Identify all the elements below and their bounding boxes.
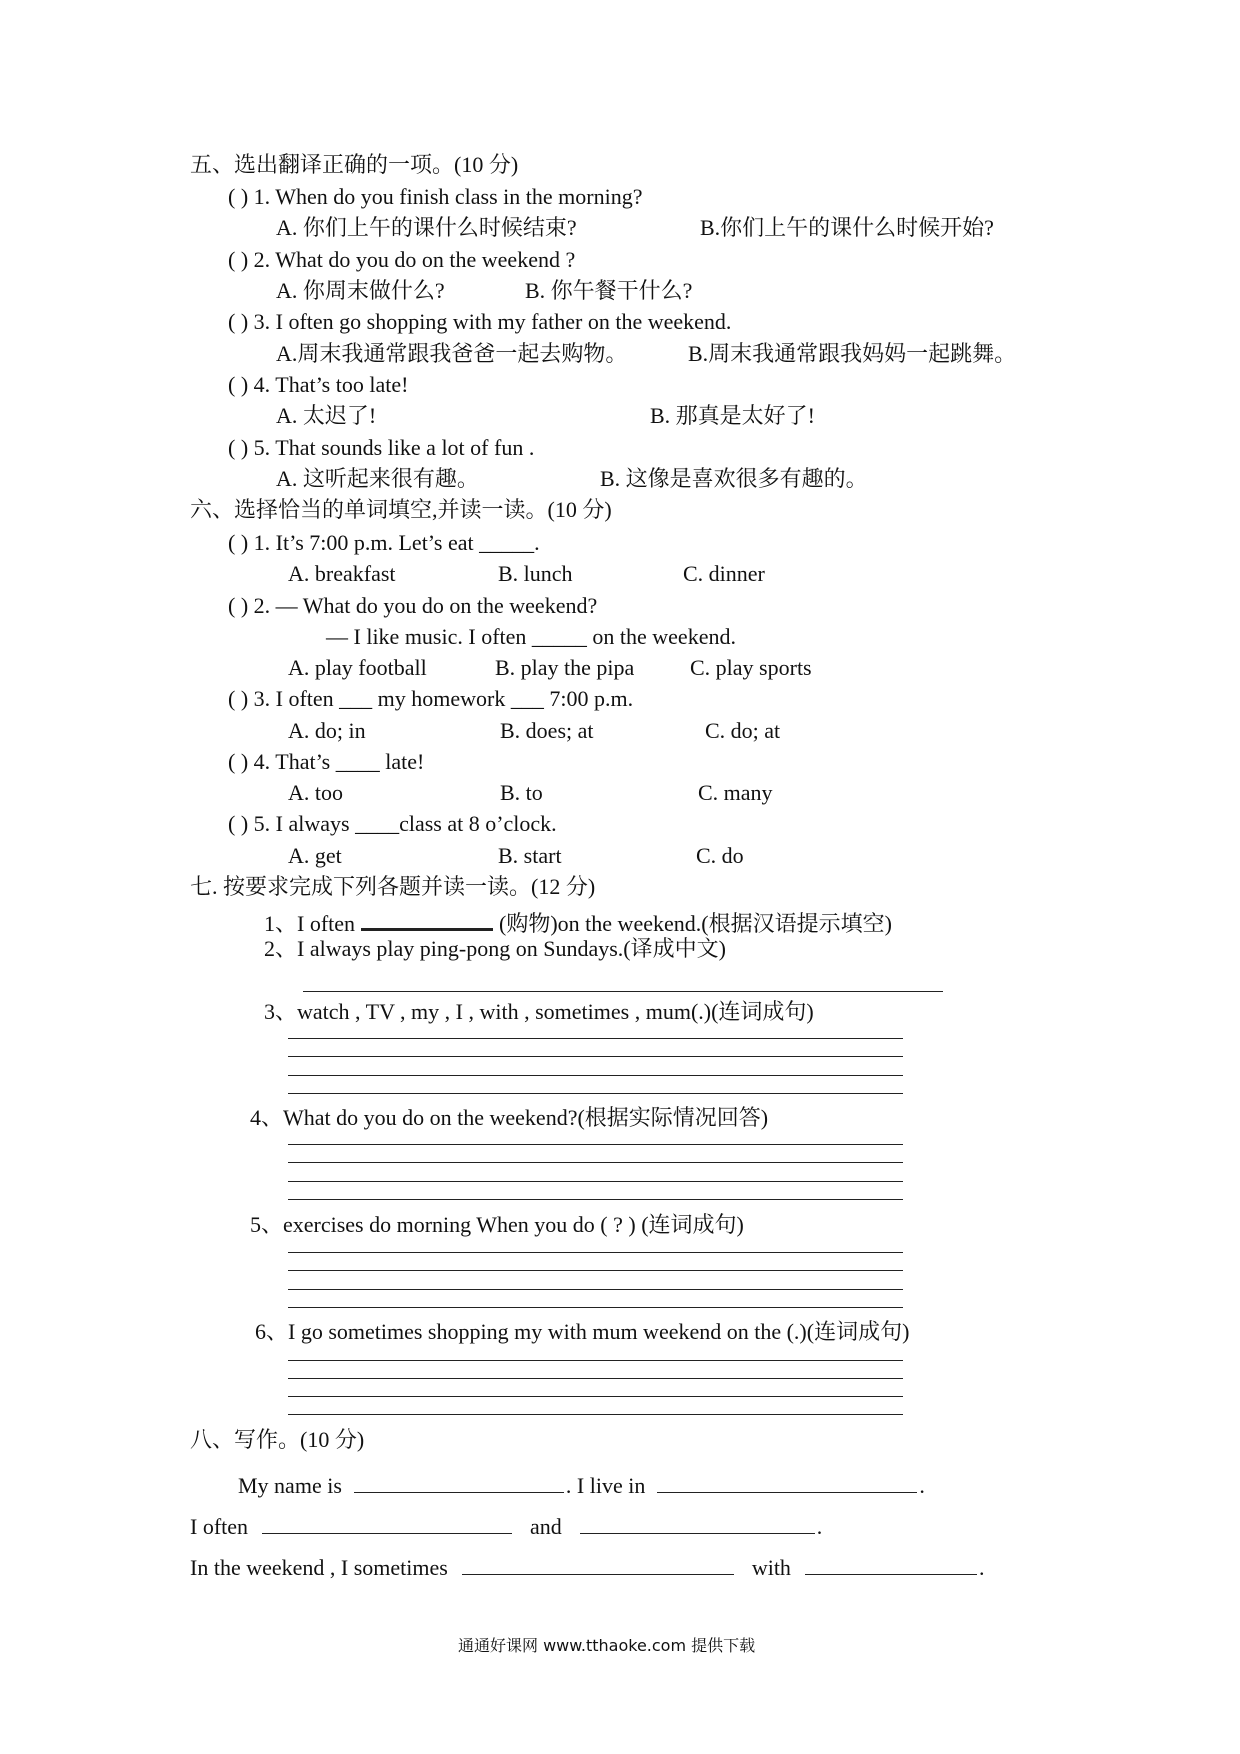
s7-q6-answer-line[interactable] [288, 1414, 903, 1415]
live-in-blank[interactable] [657, 1470, 917, 1493]
s5-q2: ( ) 2. What do you do on the weekend ? [228, 247, 576, 272]
s6-q4-option-a: A. too [288, 780, 343, 805]
s7-q1-blank[interactable] [361, 906, 493, 931]
s7-q6-answer-line[interactable] [288, 1396, 903, 1397]
s6-q3: ( ) 3. I often ___ my homework ___ 7:00 p.m. [228, 686, 634, 711]
s7-q5-answer-line[interactable] [288, 1307, 903, 1308]
s7-q5-answer-line[interactable] [288, 1270, 903, 1271]
s6-q3-option-c: C. do; at [705, 718, 781, 743]
s6-q2-option-a: A. play football [288, 655, 427, 680]
s7-q6-answer-line[interactable] [288, 1378, 903, 1379]
writing-line-1 [238, 1470, 925, 1498]
s7-q3-answer-line[interactable] [288, 1093, 903, 1094]
writing-line-1-label: My name is [238, 1473, 342, 1498]
s5-q4-option-b: B. 那真是太好了! [650, 403, 816, 428]
s7-q1-prefix: 1、I often [264, 911, 356, 936]
writing-line-3-label: In the weekend , I sometimes [190, 1555, 448, 1580]
s5-q5: ( ) 5. That sounds like a lot of fun . [228, 435, 535, 460]
s7-q3: 3、watch , TV , my , I , with , sometimes , mum(.)(连词成句) [264, 999, 814, 1024]
s6-q2-line2: — I like music. I often _____ on the weekend. [326, 624, 736, 649]
s5-q1: ( ) 1. When do you finish class in the morning? [228, 184, 643, 209]
writing-line-2-mid: and [530, 1514, 562, 1539]
s7-q4: 4、What do you do on the weekend?(根据实际情况回答) [250, 1105, 769, 1130]
s5-q3-option-b: B.周末我通常跟我妈妈一起跳舞。 [688, 341, 1017, 366]
s7-q1 [264, 906, 892, 936]
period: . [978, 1555, 985, 1580]
often-blank-1[interactable] [262, 1511, 512, 1534]
s6-q5-option-b: B. start [498, 843, 562, 868]
writing-line-3 [190, 1552, 984, 1580]
s5-q5-option-b: B. 这像是喜欢很多有趣的。 [600, 466, 868, 491]
s7-q4-answer-line[interactable] [288, 1199, 903, 1200]
s6-q1-option-b: B. lunch [498, 561, 573, 586]
s5-q4-option-a: A. 太迟了! [276, 403, 377, 428]
s7-q2-answer-line[interactable] [303, 991, 943, 992]
section-8-heading: 八、写作。(10 分) [190, 1427, 365, 1452]
s5-q3-option-a: A.周末我通常跟我爸爸一起去购物。 [276, 341, 628, 366]
writing-line-2 [190, 1511, 822, 1539]
s7-q3-answer-line[interactable] [288, 1075, 903, 1076]
s7-q5: 5、exercises do morning When you do ( ? ) (连词成句) [250, 1212, 744, 1237]
s5-q1-option-b: B.你们上午的课什么时候开始? [700, 215, 994, 240]
period: . [919, 1473, 925, 1498]
s5-q1-option-a: A. 你们上午的课什么时候结束? [276, 215, 577, 240]
s7-q4-answer-line[interactable] [288, 1162, 903, 1163]
s6-q5-option-a: A. get [288, 843, 342, 868]
s6-q3-option-b: B. does; at [500, 718, 594, 743]
s7-q5-answer-line[interactable] [288, 1289, 903, 1290]
s6-q1-option-a: A. breakfast [288, 561, 396, 586]
with-blank[interactable] [805, 1552, 977, 1575]
s7-q4-answer-line[interactable] [288, 1144, 903, 1145]
s5-q5-option-a: A. 这听起来很有趣。 [276, 466, 479, 491]
section-7-heading: 七. 按要求完成下列各题并读一读。(12 分) [190, 874, 596, 899]
s7-q2: 2、I always play ping-pong on Sundays.(译成中文) [264, 936, 726, 961]
s7-q1-suffix: (购物)on the weekend.(根据汉语提示填空) [499, 911, 892, 936]
s6-q5-option-c: C. do [696, 843, 744, 868]
s5-q2-option-a: A. 你周末做什么? [276, 278, 445, 303]
s5-q2-option-b: B. 你午餐干什么? [525, 278, 693, 303]
often-blank-2[interactable] [580, 1511, 815, 1534]
footer-source: 通通好课网 www.tthaoke.com 提供下载 [458, 1636, 756, 1655]
writing-line-3-mid: with [751, 1555, 791, 1580]
s6-q2-option-c: C. play sports [690, 655, 812, 680]
section-5-heading: 五、选出翻译正确的一项。(10 分) [190, 152, 519, 177]
s6-q4: ( ) 4. That’s ____ late! [228, 749, 425, 774]
s5-q4: ( ) 4. That’s too late! [228, 372, 409, 397]
s6-q2-option-b: B. play the pipa [495, 655, 635, 680]
s6-q5: ( ) 5. I always ____class at 8 o’clock. [228, 811, 557, 836]
s5-q3: ( ) 3. I often go shopping with my father on the weekend. [228, 309, 732, 334]
s6-q1-option-c: C. dinner [683, 561, 765, 586]
s6-q1: ( ) 1. It’s 7:00 p.m. Let’s eat _____. [228, 530, 540, 555]
s7-q6: 6、I go sometimes shopping my with mum weekend on the (.)(连词成句) [255, 1319, 910, 1344]
s7-q3-answer-line[interactable] [288, 1038, 903, 1039]
writing-line-2-label: I often [190, 1514, 249, 1539]
writing-line-1-mid: . I live in [565, 1473, 646, 1498]
s6-q4-option-b: B. to [500, 780, 543, 805]
section-6-heading: 六、选择恰当的单词填空,并读一读。(10 分) [190, 497, 612, 522]
name-blank[interactable] [354, 1470, 564, 1493]
s7-q5-answer-line[interactable] [288, 1252, 903, 1253]
s7-q3-answer-line[interactable] [288, 1056, 903, 1057]
s6-q3-option-a: A. do; in [288, 718, 366, 743]
s6-q4-option-c: C. many [698, 780, 773, 805]
s6-q2: ( ) 2. — What do you do on the weekend? [228, 593, 598, 618]
s7-q4-answer-line[interactable] [288, 1181, 903, 1182]
s7-q6-answer-line[interactable] [288, 1360, 903, 1361]
period: . [816, 1514, 823, 1539]
sometimes-blank[interactable] [462, 1552, 734, 1575]
